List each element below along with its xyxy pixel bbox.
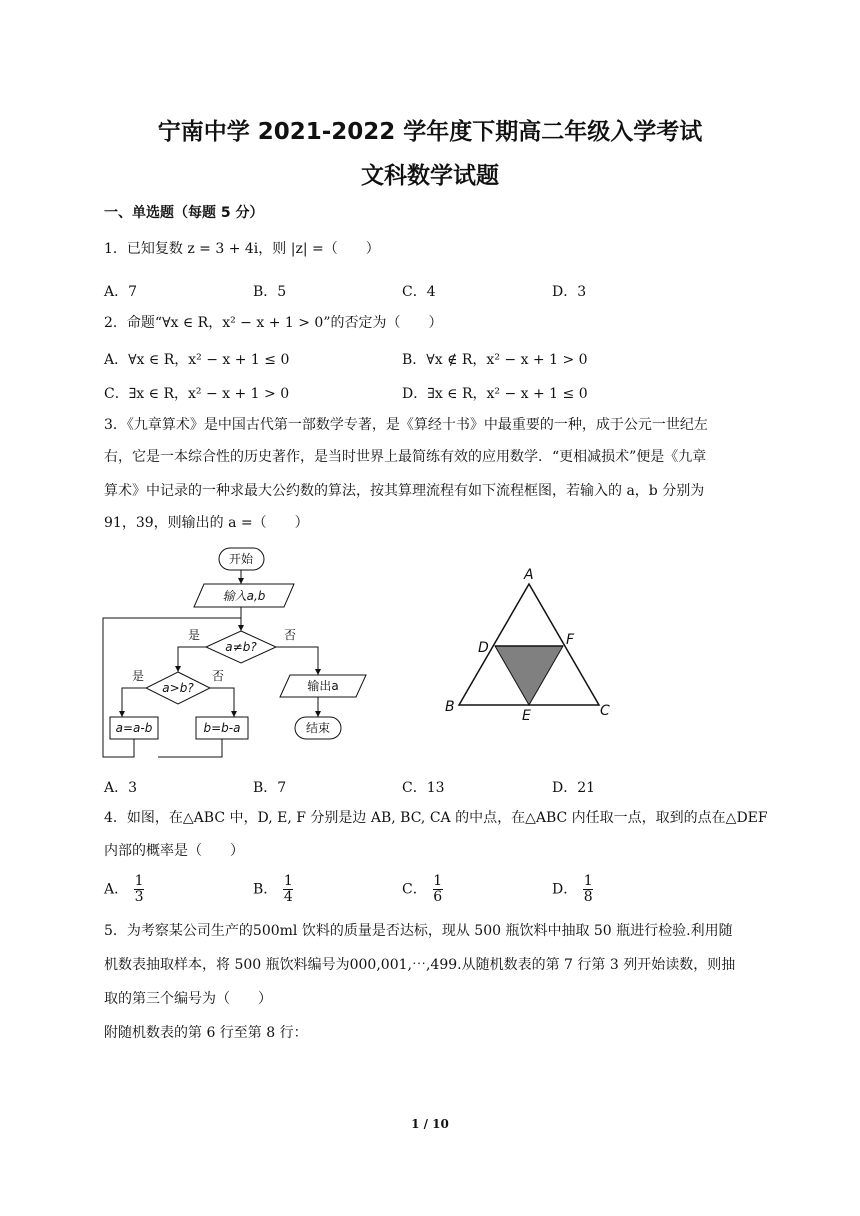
flowchart-no1-label: 否 (283, 628, 297, 642)
vertex-f-label: F (566, 632, 575, 648)
exam-title: 宁南中学 2021-2022 学年度下期高二年级入学考试 (157, 119, 703, 145)
q3-option-b: B．7 (253, 780, 287, 796)
q4-option-d-label: D． (552, 881, 578, 898)
question-3-line-3: 算术》中记录的一种求最大公约数的算法，按其算理流程有如下流程框图，若输入的 a，b 分别为 (104, 483, 705, 499)
q4-option-b-label: B． (253, 881, 278, 898)
q1-option-b: B．5 (253, 284, 287, 300)
q4-option-a-fraction (134, 874, 144, 905)
question-4-line-1: 4．如图，在△ABC 中，D, E, F 分别是边 AB, BC, CA 的中点，在△ABC 内任取一点，取到的点在△DEF (104, 810, 768, 826)
flowchart-assign-a-label: a=a-b (115, 721, 153, 735)
vertex-d-label: D (478, 640, 489, 656)
fraction-numerator: 1 (134, 873, 144, 889)
q1-option-c: C．4 (402, 284, 436, 300)
fraction-denominator: 6 (433, 889, 443, 905)
q1-option-a: A．7 (104, 284, 138, 300)
flowchart-cond2-label: a>b? (162, 681, 194, 695)
question-5-line-3: 取的第三个编号为（ ） (104, 991, 272, 1007)
vertex-e-label: E (522, 708, 531, 722)
triangle-figure (440, 562, 620, 722)
vertex-a-label: A (524, 567, 534, 583)
q4-option-c-label: C． (402, 881, 427, 898)
q4-option-c (402, 874, 443, 905)
flowchart-end-label: 结束 (305, 721, 331, 735)
flowchart-output-label: 输出a (307, 679, 339, 693)
flowchart-assign-b-label: b=b-a (203, 721, 241, 735)
question-4-line-2: 内部的概率是（ ） (104, 843, 244, 859)
flowchart-no2-label: 否 (211, 669, 225, 683)
q1-option-d: D．3 (552, 284, 587, 300)
q3-option-d: D．21 (552, 780, 596, 796)
flowchart-yes2-label: 是 (131, 669, 145, 683)
q4-option-a-label: A． (104, 881, 129, 898)
exam-subtitle: 文科数学试题 (361, 163, 499, 189)
q4-option-b-fraction (283, 874, 293, 905)
q3-option-c: C．13 (402, 780, 445, 796)
vertex-c-label: C (600, 703, 610, 719)
q4-option-a (104, 874, 144, 905)
fraction-denominator: 3 (134, 889, 144, 905)
flowchart-start-label: 开始 (228, 552, 254, 566)
triangle-def-shaded (495, 646, 563, 705)
q4-option-b (253, 874, 293, 905)
question-5-line-1: 5．为考察某公司生产的500ml 饮料的质量是否达标，现从 500 瓶饮料中抽取 50 瓶进行检验.利用随 (104, 923, 733, 939)
question-1-stem: 1．已知复数 z = 3 + 4i，则 |z| =（ ） (104, 241, 380, 257)
question-3-line-1: 3．《九章算术》是中国古代第一部数学专著，是《算经十书》中最重要的一种，成于公元一世纪左 (104, 417, 708, 433)
q2-option-c: C．∃x ∈ R，x² − x + 1 > 0 (104, 386, 290, 402)
fraction-denominator: 8 (583, 889, 593, 905)
question-2-stem: 2．命题“∀x ∈ R，x² − x + 1 > 0”的否定为（ ） (104, 315, 443, 331)
fraction-numerator: 1 (433, 873, 443, 889)
q2-option-a: A．∀x ∈ R，x² − x + 1 ≤ 0 (104, 352, 290, 368)
question-5-line-4: 附随机数表的第 6 行至第 8 行： (104, 1025, 308, 1041)
q2-option-d: D．∃x ∈ R，x² − x + 1 ≤ 0 (402, 386, 588, 402)
q3-option-a: A．3 (104, 780, 138, 796)
q4-option-c-fraction (433, 874, 443, 905)
flowchart-diagram (98, 543, 378, 765)
fraction-denominator: 4 (283, 889, 293, 905)
page-number: 1 / 10 (411, 1117, 449, 1131)
q4-option-d (552, 874, 593, 905)
fraction-numerator: 1 (283, 873, 293, 889)
q4-option-d-fraction (583, 874, 593, 905)
flowchart-input-label: 输入a,b (222, 589, 266, 603)
question-5-line-2: 机数表抽取样本，将 500 瓶饮料编号为000,001,⋯,499.从随机数表的第 7 行第 3 列开始读数，则抽 (104, 957, 736, 973)
flowchart-yes1-label: 是 (187, 628, 201, 642)
question-3-line-4: 91，39，则输出的 a =（ ） (104, 515, 309, 531)
flowchart-cond1-label: a≠b? (225, 640, 257, 654)
fraction-numerator: 1 (583, 873, 593, 889)
section-heading: 一、单选题（每题 5 分） (104, 205, 264, 221)
vertex-b-label: B (445, 699, 455, 715)
q2-option-b: B．∀x ∉ R，x² − x + 1 > 0 (402, 352, 588, 368)
question-3-line-2: 右，它是一本综合性的历史著作，是当时世界上最简练有效的应用数学．“更相减损术”便是《九章 (104, 449, 707, 465)
